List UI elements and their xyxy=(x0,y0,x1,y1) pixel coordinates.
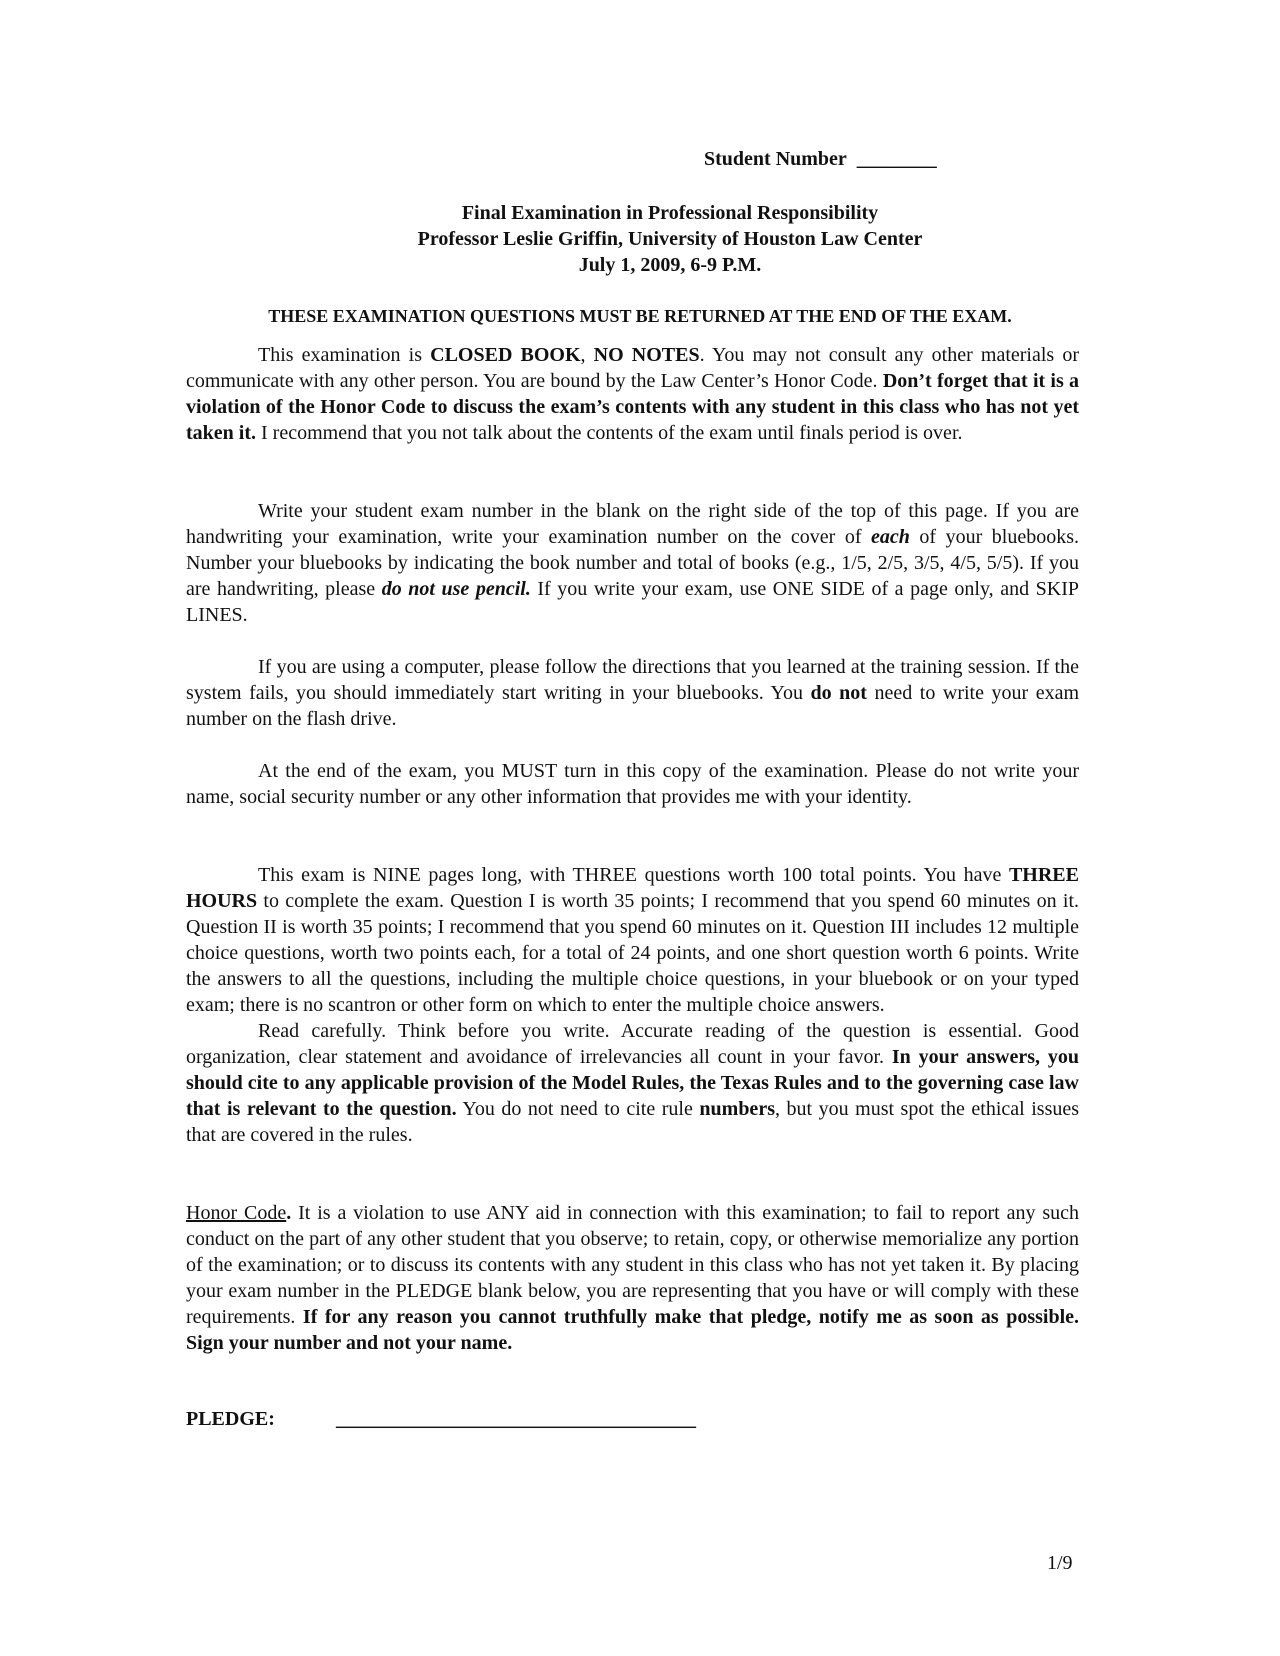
p5b-text-3: , but you must spot the ethical issues that are covered in the rules. xyxy=(186,1098,1080,1146)
exam-date: July 1, 2009, 6-9 P.M. xyxy=(578,254,762,276)
pledge-label: PLEDGE: xyxy=(186,1408,275,1430)
p5b-bold-numbers: numbers xyxy=(699,1098,775,1120)
p4-text-1: At the end of the exam, you MUST turn in this copy of the examination. Please do not write your name, social security number or any other information that provides me with your identity. xyxy=(186,760,1079,808)
p2-text-1: Write your student exam number in the blank on the right side of the top of this page. If you are handwriting your examination, write your examination number on the cover of xyxy=(186,500,1079,548)
instructions-paragraph-3 xyxy=(186,654,1079,732)
pledge-line xyxy=(186,1408,696,1431)
return-notice: THESE EXAMINATION QUESTIONS MUST BE RETURNED AT THE END OF THE EXAM. xyxy=(268,306,1012,326)
instructions-paragraph-2 xyxy=(186,498,1079,628)
exam-header xyxy=(0,200,1280,278)
p1-bold-no-notes: NO NOTES xyxy=(593,344,700,366)
page-number: 1/9 xyxy=(1047,1552,1073,1574)
exam-professor: Professor Leslie Griffin, University of Houston Law Center xyxy=(417,228,923,250)
honor-code-paragraph xyxy=(186,1200,1079,1356)
p2-emphasis-pencil: do not use pencil. xyxy=(381,578,531,600)
p3-text-1: If you are using a computer, please follow the directions that you learned at the training session. If the system fails, you should immediately start writing in your bluebooks. You xyxy=(186,656,1079,704)
instructions-paragraph-4 xyxy=(186,758,1079,810)
p1-text-3: . You may not consult any other materials or communicate with any other person. You are bound by the Law Center’s Honor Code. xyxy=(186,344,1079,392)
p3-text-2: need to write your exam number on the flash drive. xyxy=(186,682,1080,730)
p1-text-2: , xyxy=(580,344,594,366)
p1-text-4: I recommend that you not talk about the contents of the exam until finals period is over. xyxy=(256,422,963,444)
p2-emphasis-each: each xyxy=(871,526,910,548)
p1-bold-closed-book: CLOSED BOOK xyxy=(430,344,581,366)
p5-text-2: to complete the exam. Question I is worth 35 points; I recommend that you spend 60 minutes on it. Question II is worth 35 points; I recommend that you spend 60 minutes on it. Question III includes 12 multiple choice questions, worth two points each, for a total of 24 points, and one short question worth 6 points. Write the answers to all the questions, including the multiple choice questions, in your bluebook or on your typed exam; there is no scantron or other form on which to enter the multiple choice answers. xyxy=(186,890,1079,1016)
p5b-bold-cite-rules: In your answers, you should cite to any applicable provision of the Model Rules, the Texas Rules and to the governing case law that is relevant to the question. xyxy=(186,1046,1079,1120)
p5-bold-three-hours: THREE HOURS xyxy=(186,864,1079,912)
p2-text-2: of your bluebooks. Number your bluebooks by indicating the book number and total of books (e.g., 1/5, 2/5, 3/5, 4/5, 5/5). If you are handwriting, please xyxy=(186,526,1079,600)
p1-bold-honor-warning: Don’t forget that it is a violation of the Honor Code to discuss the exam’s contents with any student in this class who has not yet taken it. xyxy=(186,370,1079,444)
instructions-paragraph-1 xyxy=(186,342,1079,446)
student-number-blank: ________ xyxy=(856,148,937,170)
honor-code-heading: Honor Code xyxy=(186,1202,287,1224)
honor-code-bold-pledge: If for any reason you cannot truthfully make that pledge, notify me as soon as possible. Sign your number and not your name. xyxy=(186,1306,1080,1354)
student-number-line xyxy=(704,148,937,171)
p1-text-1: This examination is xyxy=(258,344,431,366)
exam-title: Final Examination in Professional Responsibility xyxy=(461,202,879,224)
instructions-paragraph-5 xyxy=(186,862,1079,1148)
p5b-text-2: You do not need to cite rule xyxy=(456,1098,700,1120)
honor-code-text: It is a violation to use ANY aid in connection with this examination; to fail to report any such conduct on the part of any other student that you observe; to retain, copy, or otherwise memorialize any portion of the examination; or to discuss its contents with any student in this class who has not yet taken it. By placing your exam number in the PLEDGE blank below, you are representing that you have or will comply with these requirements. xyxy=(186,1202,1079,1328)
honor-code-heading-dot: . xyxy=(286,1202,292,1224)
pledge-blank: ____________________________________ xyxy=(336,1408,696,1430)
p5-text-1: This exam is NINE pages long, with THREE questions worth 100 total points. You have xyxy=(258,864,1009,886)
p2-text-3: If you write your exam, use ONE SIDE of a page only, and SKIP LINES. xyxy=(186,578,1079,626)
student-number-label: Student Number xyxy=(704,148,847,170)
p3-bold-do-not: do not xyxy=(810,682,867,704)
p5b-text-1: Read carefully. Think before you write. Accurate reading of the question is essential. Good organization, clear statement and avoidance of irrelevancies all count in your favor. xyxy=(186,1020,1079,1068)
